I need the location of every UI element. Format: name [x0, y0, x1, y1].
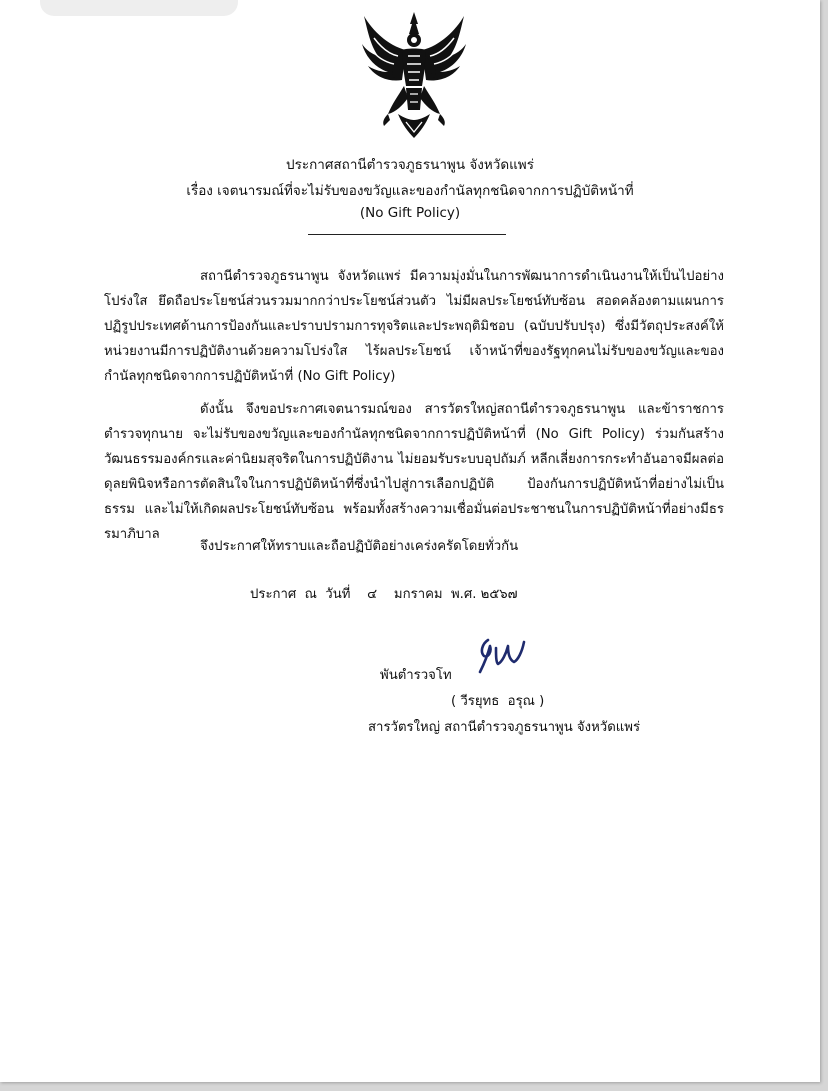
body-paragraph-1: สถานีตำรวจภูธรนาพูน จังหวัดแพร่ มีความมุ่งมั่นในการพัฒนาการดำเนินงานให้เป็นไปอย่างโปร่งใส ยึดถือประโยชน์ส่วนรวมมากกว่าประโยชน์ส่วนตัว ไม่มีผลประโยชน์ทับซ้อน สอดคล้องตามแผนการปฏิรูปประเทศด้านการป้องกันและปราบปรามการทุจริตและประพฤติมิชอบ (ฉบับปรับปรุง) ซึ่งมีวัตถุประสงค์ให้หน่วยงานมีการปฏิบัติงานด้วยความโปร่งใส ไร้ผลประโยชน์ เจ้าหน้าที่ของรัฐทุกคนไม่รับของขวัญและของกำนัลทุกชนิดจากการปฏิบัติหน้าที่ (No Gift Policy) — [104, 269, 724, 384]
heading-divider — [308, 234, 506, 235]
signer-position: สารวัตรใหญ่ สถานีตำรวจภูธรนาพูน จังหวัดแพร่ — [368, 720, 641, 735]
handwritten-signature — [474, 630, 536, 678]
body-paragraph-2: ดังนั้น จึงขอประกาศเจตนารมณ์ของ สารวัตรใหญ่สถานีตำรวจภูธรนาพูน และข้าราชการตำรวจทุกนาย จะไม่รับของขวัญและของกำนัลทุกชนิดจากการปฏิบัติหน้าที่ (No Gift Policy) ร่วมกันสร้างวัฒนธรรมองค์กรและค่านิยมสุจริตในการปฏิบัติงาน ไม่ยอมรับระบบอุปถัมภ์ หลีกเลี่ยงการกระทำอันอาจมีผลต่อดุลยพินิจหรือการตัดสินใจในการปฏิบัติหน้าที่ซึ่งนำไปสู่การเลือกปฏิบัติ ป้องกันการปฏิบัติหน้าที่อย่างไม่เป็นธรรม และไม่ให้เกิดผลประโยชน์ทับซ้อน พร้อมทั้งสร้างความเชื่อมั่นต่อประชาชนในการปฏิบัติหน้าที่อย่างมีธรรมาภิบาล — [104, 402, 724, 542]
signer-rank: พันตำรวจโท — [380, 668, 452, 683]
announcement-subject: เรื่อง เจตนารมณ์ที่จะไม่รับของขวัญและของกำนัลทุกชนิดจากการปฏิบัติหน้าที่ — [186, 183, 634, 199]
garuda-emblem-icon — [358, 10, 470, 142]
policy-name: (No Gift Policy) — [359, 205, 461, 221]
signer-name: ( วีรยุทธ อรุณ ) — [451, 694, 545, 709]
closing-statement: จึงประกาศให้ทราบและถือปฏิบัติอย่างเคร่งครัดโดยทั่วกัน — [200, 539, 519, 554]
top-tab-decoration — [40, 0, 238, 16]
announcement-title: ประกาศสถานีตำรวจภูธรนาพูน จังหวัดแพร่ — [286, 157, 534, 173]
date-line: ประกาศ ณ วันที่ ๔ มกราคม พ.ศ. ๒๕๖๗ — [250, 587, 518, 602]
